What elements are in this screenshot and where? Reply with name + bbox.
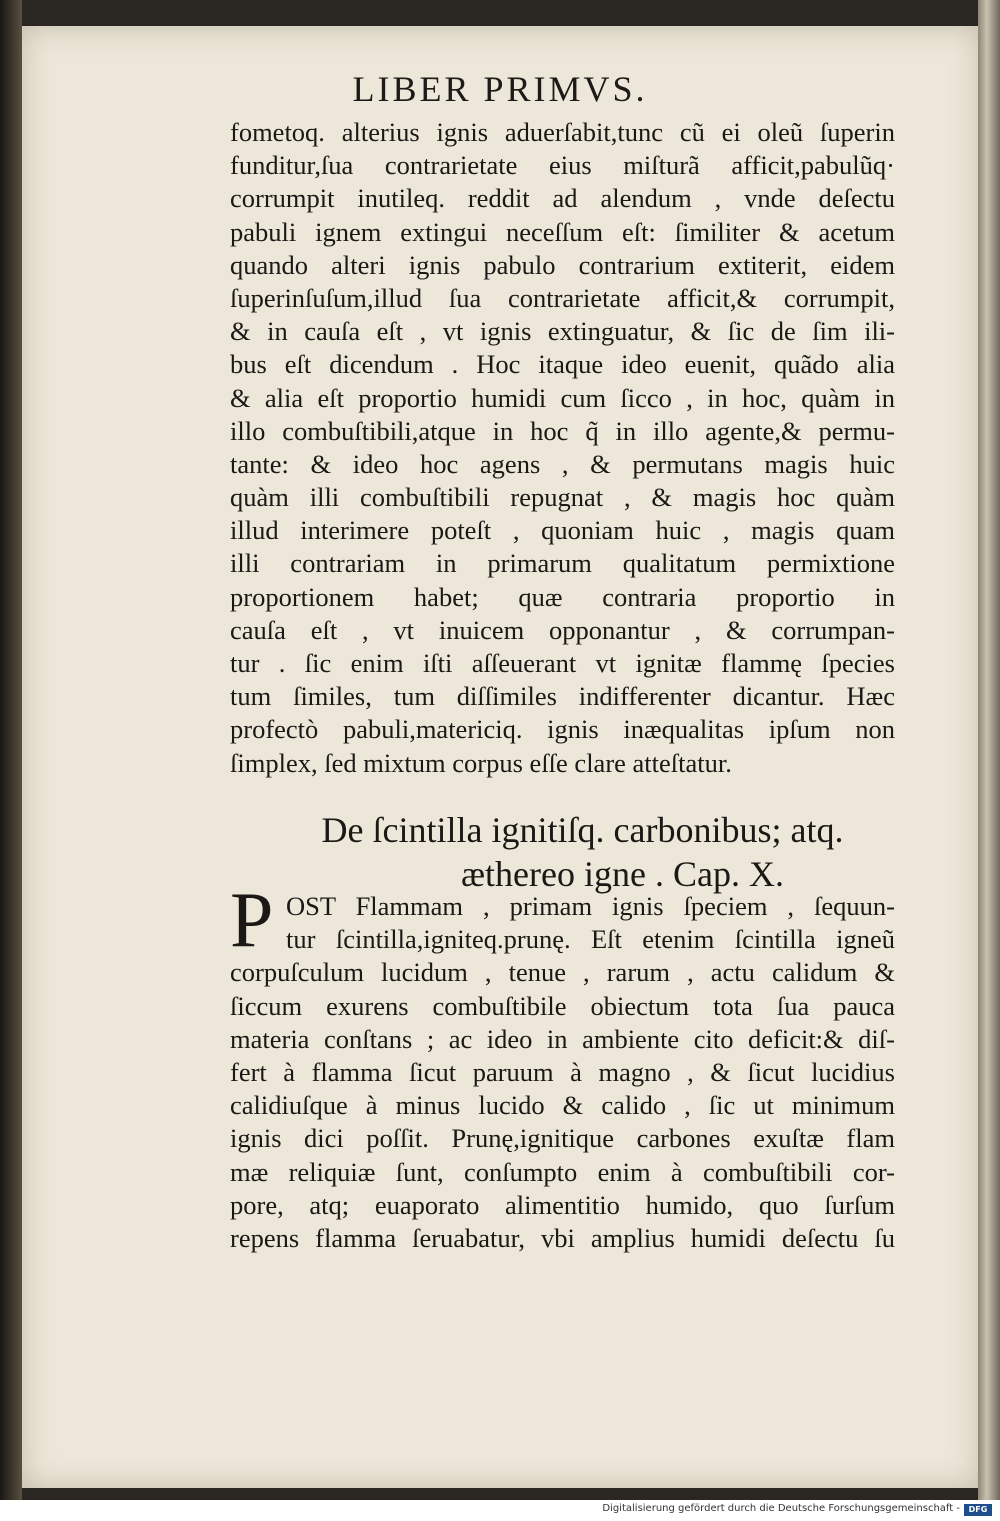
text-line: ignis dici poſſit. Prunę,ignitique carbones exuſtæ flam <box>230 1123 895 1154</box>
text-line: illud interimere poteſt , quoniam huic , magis quam <box>230 515 895 546</box>
text-line: tante: & ideo hoc agens , & permutans magis huic <box>230 448 895 479</box>
text-line: illo combuſtibili,atque in hoc q̃ in illo agente,& permu- <box>230 415 895 446</box>
text-line: & alia eſt proportio humidi cum ſicco , in hoc, quàm in <box>230 382 895 413</box>
initial-capital: P <box>230 876 274 963</box>
initial-wrapped-lines <box>230 890 895 956</box>
funding-notice: Digitalisierung gefördert durch die Deutsche Forschungsgemeinschaft - <box>602 1503 960 1514</box>
text-line: tum ſimiles, tum diſſimiles indifferenter dicantur. Hæc <box>230 681 895 712</box>
chapter-heading-line-1: De ſcintilla ignitiſq. carbonibus; atq. <box>321 810 844 850</box>
text-line: ſuperinſuſum,illud ſua contrarietate afficit,& corrumpit, <box>230 282 895 313</box>
text-line: cauſa eſt , vt inuicem opponantur , & corrumpan- <box>230 614 895 645</box>
binding-edge <box>0 0 22 1500</box>
text-line: fert à flamma ſicut paruum à magno , & ſicut lucidius <box>230 1056 895 1087</box>
text-line: corrumpit inutileq. reddit ad alendum , vnde deſectu <box>230 183 895 214</box>
dfg-logo: DFG <box>964 1504 992 1516</box>
text-line: corpuſculum lucidum , tenue , rarum , actu calidum & <box>230 957 895 988</box>
text-line: proportionem habet; quæ contraria proportio in <box>230 581 895 612</box>
text-line: quando alteri ignis pabulo contrarium extiterit, eidem <box>230 249 895 280</box>
text-line: materia conſtans ; ac ideo in ambiente cito deficit:& diſ- <box>230 1023 895 1054</box>
text-line: pabuli ignem extingui neceſſum eſt: ſimiliter & acetum <box>230 216 895 247</box>
text-line: bus eſt dicendum . Hoc itaque ideo euenit, quãdo alia <box>230 349 895 380</box>
running-head: LIBER PRIMVS. <box>352 69 648 109</box>
text-line: quàm illi combuſtibili repugnat , & magis hoc quàm <box>230 482 895 513</box>
chapter-heading-line-2: æthereo igne . Cap. X. <box>461 854 784 894</box>
text-line: tur ſcintilla,igniteq.prunę. Eſt etenim ſcintilla igneũ <box>286 924 895 955</box>
text-line: illi contrariam in primarum qualitatum permixtione <box>230 548 895 579</box>
chapter-heading <box>230 808 895 896</box>
text-line: fometoq. alterius ignis aduerſabit,tunc cũ ei oleũ ſuperin <box>230 117 895 147</box>
text-line: mæ reliquiæ ſunt, conſumpto enim à combuſtibili cor- <box>230 1156 895 1187</box>
text-block-1 <box>230 116 895 780</box>
text-line: & in cauſa eſt , vt ignis extinguatur, & ſic de ſim ili- <box>230 316 895 347</box>
text-line: ſimplex, ſed mixtum corpus eſſe clare atteſtatur. <box>230 747 732 778</box>
text-block-2 <box>230 890 895 1255</box>
text-line: pore, atq; euaporato alimentitio humido, quo ſurſum <box>230 1189 895 1220</box>
text-line: funditur,ſua contrarietate eius miſturã afficit,pabulũq· <box>230 150 895 181</box>
text-line: tur . ſic enim iſti aſſeuerant vt ignitæ flammę ſpecies <box>230 648 895 678</box>
digitization-footer <box>0 1500 1000 1521</box>
text-line: ſiccum exurens combuſtibile obiectum tota ſua pauca <box>230 990 895 1021</box>
text-line: calidiuſque à minus lucido & calido , ſic ut minimum <box>230 1090 895 1121</box>
page-fore-edge <box>978 0 1000 1500</box>
text-line: OST Flammam , primam ignis ſpeciem , ſequun- <box>286 891 895 921</box>
text-line: repens flamma ſeruabatur, vbi amplius humidi deſectu ſu <box>230 1222 895 1253</box>
text-line: profectò pabuli,matericiq. ignis inæqualitas ipſum non <box>230 714 895 745</box>
